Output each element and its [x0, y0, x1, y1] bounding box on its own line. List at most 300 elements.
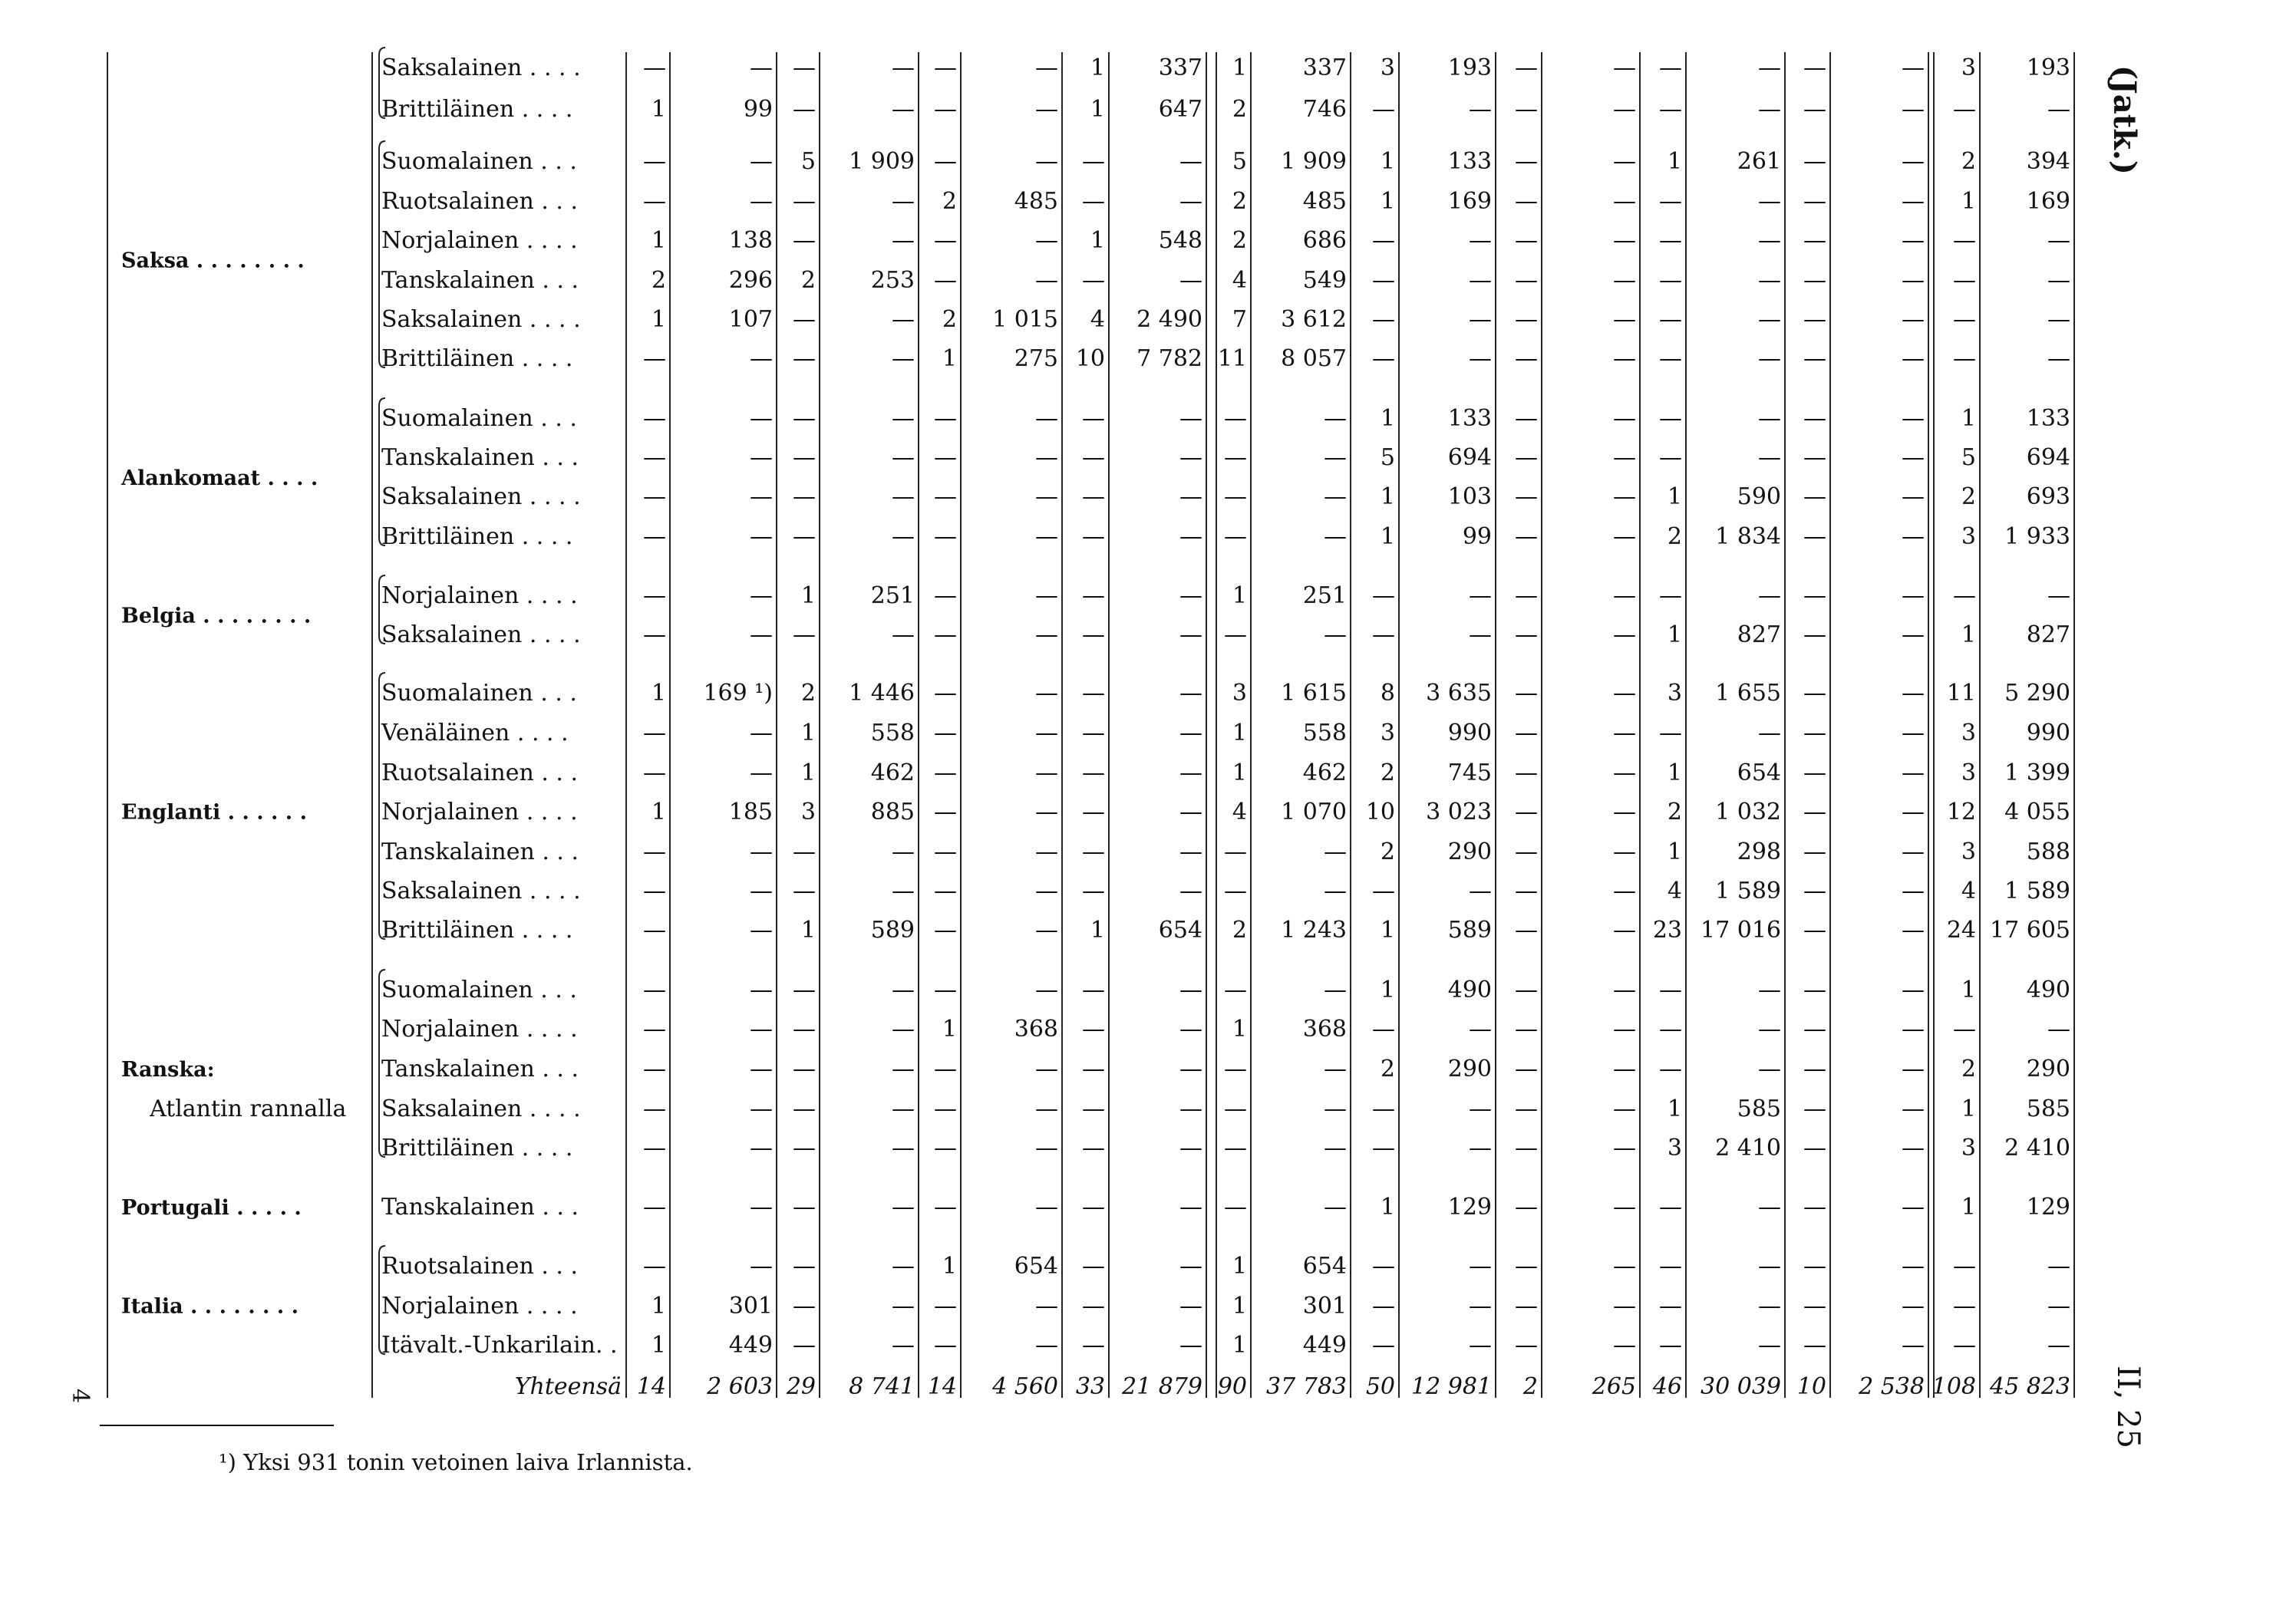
table-cell: 1	[1232, 760, 1247, 786]
table-cell: —	[1469, 227, 1492, 254]
table-cell: 17 605	[1990, 917, 2070, 944]
table-cell: 251	[870, 582, 915, 609]
table-cell: —	[1613, 799, 1636, 825]
table-cell: —	[1324, 621, 1347, 648]
table-cell: —	[934, 483, 957, 510]
table-cell: —	[1515, 582, 1538, 609]
totals-cell: 108	[1931, 1373, 1976, 1400]
table-cell: —	[1902, 523, 1925, 550]
table-cell: —	[1324, 523, 1347, 550]
table-cell: —	[1613, 977, 1636, 1003]
table-cell: 885	[870, 799, 915, 825]
table-cell: 5	[1380, 444, 1395, 471]
table-cell: —	[2047, 1332, 2070, 1359]
table-cell: —	[1324, 1194, 1347, 1221]
table-cell: —	[1324, 839, 1347, 865]
nationality-label: Venäläinen . . . .	[381, 720, 569, 746]
table-cell: 1	[1667, 839, 1682, 865]
table-cell: 654	[1158, 917, 1202, 944]
table-cell: —	[1224, 621, 1247, 648]
table-cell: —	[1469, 582, 1492, 609]
table-cell: —	[1613, 582, 1636, 609]
table-cell: —	[1082, 1194, 1105, 1221]
table-cell: —	[1803, 582, 1826, 609]
table-cell: —	[1035, 267, 1058, 294]
table-cell: —	[892, 1096, 915, 1122]
table-cell: —	[750, 523, 773, 550]
table-cell: 585	[1737, 1096, 1781, 1122]
table-cell: —	[1035, 1135, 1058, 1162]
totals-cell: 265	[1592, 1373, 1636, 1400]
table-cell: —	[1179, 267, 1202, 294]
table-cell: —	[1469, 1096, 1492, 1122]
totals-cell: 12 981	[1411, 1373, 1492, 1400]
table-cell: —	[1659, 720, 1682, 746]
table-cell: 1 834	[1715, 523, 1781, 550]
table-cell: —	[1324, 977, 1347, 1003]
table-cell: —	[1902, 345, 1925, 372]
country-label: Englanti . . . . . .	[121, 800, 307, 825]
table-cell: —	[1082, 977, 1105, 1003]
table-cell: —	[1515, 1056, 1538, 1082]
table-cell: —	[1224, 444, 1247, 471]
table-cell: 1 070	[1281, 799, 1347, 825]
table-cell: —	[1035, 148, 1058, 175]
table-cell: 301	[1302, 1293, 1347, 1320]
table-cell: —	[1902, 188, 1925, 215]
table-cell: —	[934, 582, 957, 609]
table-cell: —	[1613, 1332, 1636, 1359]
table-cell: —	[1659, 444, 1682, 471]
table-cell: —	[1224, 1135, 1247, 1162]
table-cell: —	[793, 1332, 816, 1359]
table-cell: 490	[1447, 977, 1492, 1003]
table-cell: —	[1953, 1253, 1976, 1280]
table-cell: —	[750, 444, 773, 471]
table-cell: 8	[1380, 680, 1395, 707]
table-cell: —	[934, 267, 957, 294]
nationality-label: Suomalainen . . .	[381, 148, 577, 175]
table-cell: 2	[1667, 523, 1682, 550]
table-cell: 1	[1961, 977, 1976, 1003]
table-cell: —	[892, 405, 915, 432]
table-cell: 2	[1961, 148, 1976, 175]
table-cell: —	[1469, 345, 1492, 372]
table-cell: 4	[1090, 306, 1105, 333]
table-cell: —	[1224, 1056, 1247, 1082]
table-cell: 1	[651, 96, 666, 123]
table-cell: —	[1758, 1194, 1781, 1221]
table-cell: 3	[1961, 54, 1976, 81]
table-cell: —	[934, 1056, 957, 1082]
table-cell: —	[1515, 96, 1538, 123]
table-cell: —	[1902, 1016, 1925, 1043]
table-cell: 1 909	[1281, 148, 1347, 175]
table-cell: —	[1035, 1194, 1058, 1221]
table-cell: —	[1613, 54, 1636, 81]
table-cell: —	[1659, 1016, 1682, 1043]
nationality-label: Saksalainen . . . .	[381, 878, 581, 904]
table-cell: 2	[1667, 799, 1682, 825]
table-cell: —	[793, 444, 816, 471]
table-cell: —	[1179, 977, 1202, 1003]
nationality-label: Tanskalainen . . .	[381, 1056, 579, 1082]
table-cell: —	[1803, 621, 1826, 648]
totals-cell: 4 560	[992, 1373, 1058, 1400]
table-cell: —	[1613, 405, 1636, 432]
table-cell: —	[1803, 760, 1826, 786]
totals-cell: 50	[1365, 1373, 1395, 1400]
table-cell: —	[1953, 267, 1976, 294]
table-cell: —	[1035, 977, 1058, 1003]
table-cell: —	[1515, 977, 1538, 1003]
footnote: ¹) Yksi 931 tonin vetoinen laiva Irlannista.	[219, 1449, 693, 1475]
table-cell: 1 032	[1715, 799, 1781, 825]
table-cell: —	[1902, 917, 1925, 944]
table-cell: 1	[1232, 1332, 1247, 1359]
table-cell: —	[1179, 444, 1202, 471]
table-cell: —	[793, 878, 816, 904]
table-cell: —	[750, 977, 773, 1003]
table-cell: —	[1659, 267, 1682, 294]
table-cell: 590	[1737, 483, 1781, 510]
table-cell: —	[1082, 878, 1105, 904]
table-cell: 2	[1232, 188, 1247, 215]
table-cell: —	[750, 1096, 773, 1122]
table-cell: —	[1613, 839, 1636, 865]
table-cell: —	[793, 345, 816, 372]
table-cell: 107	[728, 306, 773, 333]
table-cell: —	[750, 621, 773, 648]
table-cell: 1	[1961, 621, 1976, 648]
table-cell: —	[1082, 1253, 1105, 1280]
table-cell: 449	[1302, 1332, 1347, 1359]
table-cell: —	[1613, 1016, 1636, 1043]
table-cell: —	[1613, 1056, 1636, 1082]
table-cell: —	[892, 345, 915, 372]
table-cell: —	[1758, 345, 1781, 372]
table-cell: —	[1224, 1096, 1247, 1122]
nationality-label: Norjalainen . . . .	[381, 1293, 578, 1320]
table-cell: —	[1902, 227, 1925, 254]
table-cell: —	[934, 523, 957, 550]
table-cell: 827	[2026, 621, 2070, 648]
table-cell: 1	[1961, 1096, 1976, 1122]
table-cell: —	[1758, 977, 1781, 1003]
table-cell: 2	[800, 680, 816, 707]
table-cell: 2 410	[2004, 1135, 2070, 1162]
table-cell: 12	[1946, 799, 1976, 825]
table-cell: —	[1324, 1135, 1347, 1162]
table-cell: —	[793, 621, 816, 648]
table-cell: —	[1902, 306, 1925, 333]
table-cell: —	[1902, 582, 1925, 609]
table-cell: —	[934, 720, 957, 746]
table-cell: —	[1613, 227, 1636, 254]
table-cell: —	[1082, 188, 1105, 215]
table-cell: —	[892, 1293, 915, 1320]
table-cell: —	[1372, 1332, 1395, 1359]
table-cell: —	[1515, 1293, 1538, 1320]
table-cell: —	[750, 582, 773, 609]
table-cell: 549	[1302, 267, 1347, 294]
table-cell: —	[1082, 148, 1105, 175]
table-cell: —	[1803, 267, 1826, 294]
table-cell: 368	[1014, 1016, 1058, 1043]
table-cell: —	[1902, 1194, 1925, 1221]
table-cell: 1	[1232, 54, 1247, 81]
table-cell: —	[1515, 799, 1538, 825]
table-cell: —	[793, 1194, 816, 1221]
table-cell: —	[1613, 1096, 1636, 1122]
nationality-label: Tanskalainen . . .	[381, 1194, 579, 1221]
country-label: Saksa . . . . . . . .	[121, 249, 305, 273]
table-cell: —	[1082, 405, 1105, 432]
table-cell: 3	[1232, 680, 1247, 707]
table-cell: —	[934, 405, 957, 432]
table-cell: —	[1515, 444, 1538, 471]
table-cell: —	[1224, 839, 1247, 865]
table-cell: —	[1659, 306, 1682, 333]
table-cell: —	[934, 1194, 957, 1221]
table-cell: 1 615	[1281, 680, 1347, 707]
table-cell: 1	[1090, 917, 1105, 944]
table-cell: —	[892, 1194, 915, 1221]
table-cell: —	[934, 839, 957, 865]
table-cell: —	[793, 1253, 816, 1280]
table-cell: —	[643, 523, 666, 550]
table-cell: —	[892, 96, 915, 123]
table-cell: 589	[870, 917, 915, 944]
table-cell: 589	[1447, 917, 1492, 944]
table-cell: —	[1082, 760, 1105, 786]
table-cell: 337	[1302, 54, 1347, 81]
table-cell: 1	[1090, 54, 1105, 81]
table-cell: 7 782	[1136, 345, 1202, 372]
table-cell: —	[1803, 148, 1826, 175]
table-cell: 5	[1232, 148, 1247, 175]
nationality-label: Norjalainen . . . .	[381, 1016, 578, 1043]
table-cell: 654	[1737, 760, 1781, 786]
table-cell: 585	[2026, 1096, 2070, 1122]
table-cell: 1	[800, 917, 816, 944]
table-cell: —	[1035, 1056, 1058, 1082]
nationality-label: Saksalainen . . . .	[381, 306, 581, 333]
totals-cell: 45 823	[1990, 1373, 2070, 1400]
table-cell: —	[892, 1056, 915, 1082]
table-cell: 1 909	[849, 148, 915, 175]
table-cell: 10	[1075, 345, 1105, 372]
table-cell: —	[1035, 444, 1058, 471]
nationality-label: Brittiläinen . . . .	[381, 1135, 573, 1162]
country-label: Ranska:	[121, 1058, 215, 1082]
table-cell: —	[1179, 1332, 1202, 1359]
table-cell: —	[934, 878, 957, 904]
table-cell: —	[1613, 720, 1636, 746]
table-cell: 1	[1667, 1096, 1682, 1122]
table-cell: —	[1082, 267, 1105, 294]
table-cell: —	[1082, 1135, 1105, 1162]
table-cell: —	[1082, 1293, 1105, 1320]
table-cell: 1	[1232, 1293, 1247, 1320]
table-cell: —	[1372, 345, 1395, 372]
table-cell: 2	[1961, 483, 1976, 510]
table-cell: —	[892, 1332, 915, 1359]
table-cell: —	[1803, 1016, 1826, 1043]
table-cell: —	[1469, 267, 1492, 294]
table-cell: —	[1179, 680, 1202, 707]
table-cell: —	[1902, 267, 1925, 294]
table-cell: —	[1515, 523, 1538, 550]
nationality-label: Norjalainen . . . .	[381, 799, 578, 825]
table-cell: —	[1803, 977, 1826, 1003]
table-cell: 2	[1232, 227, 1247, 254]
table-cell: 8 057	[1281, 345, 1347, 372]
table-cell: —	[1224, 878, 1247, 904]
table-cell: 2 490	[1136, 306, 1202, 333]
table-cell: 449	[728, 1332, 773, 1359]
table-cell: —	[750, 1056, 773, 1082]
table-cell: —	[1082, 523, 1105, 550]
totals-cell: 2	[1522, 1373, 1538, 1400]
table-cell: —	[1613, 621, 1636, 648]
table-cell: —	[1902, 1135, 1925, 1162]
table-cell: —	[643, 720, 666, 746]
table-cell: 193	[1447, 54, 1492, 81]
table-cell: —	[1613, 1135, 1636, 1162]
table-cell: —	[1953, 1016, 1976, 1043]
table-cell: —	[934, 1135, 957, 1162]
table-cell: —	[750, 1135, 773, 1162]
table-cell: —	[1515, 188, 1538, 215]
table-cell: 654	[1302, 1253, 1347, 1280]
table-cell: —	[1035, 878, 1058, 904]
table-cell: —	[1179, 1096, 1202, 1122]
table-cell: —	[793, 96, 816, 123]
table-cell: 138	[728, 227, 773, 254]
table-cell: —	[1758, 1332, 1781, 1359]
table-cell: —	[1613, 680, 1636, 707]
table-cell: —	[1613, 1253, 1636, 1280]
table-cell: —	[1515, 839, 1538, 865]
table-cell: —	[1515, 405, 1538, 432]
table-cell: —	[1035, 799, 1058, 825]
table-cell: —	[793, 1293, 816, 1320]
table-cell: 275	[1014, 345, 1058, 372]
table-cell: —	[2047, 96, 2070, 123]
table-cell: —	[1515, 1194, 1538, 1221]
table-cell: 746	[1302, 96, 1347, 123]
table-cell: 169 ¹)	[703, 680, 773, 707]
table-cell: —	[934, 54, 957, 81]
table-cell: —	[892, 878, 915, 904]
table-cell: —	[643, 1253, 666, 1280]
table-cell: 3	[1961, 720, 1976, 746]
table-cell: —	[934, 680, 957, 707]
table-cell: 1	[1667, 148, 1682, 175]
table-cell: —	[1082, 1096, 1105, 1122]
table-cell: —	[1035, 96, 1058, 123]
table-cell: —	[1515, 720, 1538, 746]
table-cell: —	[892, 839, 915, 865]
nationality-label: Norjalainen . . . .	[381, 227, 578, 254]
table-cell: —	[1179, 148, 1202, 175]
table-cell: 3	[800, 799, 816, 825]
table-cell: 694	[1447, 444, 1492, 471]
table-cell: —	[750, 1253, 773, 1280]
table-cell: 2	[1232, 917, 1247, 944]
table-cell: —	[1515, 54, 1538, 81]
table-cell: —	[1902, 621, 1925, 648]
table-cell: —	[1902, 1056, 1925, 1082]
table-cell: —	[643, 1016, 666, 1043]
table-cell: —	[892, 227, 915, 254]
table-cell: 394	[2026, 148, 2070, 175]
table-cell: —	[750, 1016, 773, 1043]
table-cell: —	[1082, 680, 1105, 707]
table-cell: —	[1324, 405, 1347, 432]
table-cell: 4 055	[2004, 799, 2070, 825]
table-cell: 2	[942, 188, 957, 215]
table-cell: —	[1803, 1253, 1826, 1280]
table-cell: 694	[2026, 444, 2070, 471]
table-cell: 1	[651, 227, 666, 254]
table-cell: —	[2047, 1293, 2070, 1320]
table-cell: —	[1082, 1332, 1105, 1359]
table-cell: 654	[1014, 1253, 1058, 1280]
table-cell: —	[1372, 1096, 1395, 1122]
nationality-label: Saksalainen . . . .	[381, 483, 581, 510]
table-cell: 1 399	[2004, 760, 2070, 786]
table-cell: 1 589	[1715, 878, 1781, 904]
table-cell: —	[1803, 1293, 1826, 1320]
table-cell: 296	[728, 267, 773, 294]
table-cell: —	[750, 878, 773, 904]
table-cell: 2	[1380, 1056, 1395, 1082]
table-cell: 4	[1232, 799, 1247, 825]
table-cell: 337	[1158, 54, 1202, 81]
table-cell: —	[1613, 188, 1636, 215]
table-cell: 462	[870, 760, 915, 786]
table-cell: 990	[1447, 720, 1492, 746]
table-cell: —	[934, 148, 957, 175]
table-cell: 588	[2026, 839, 2070, 865]
country-label: Alankomaat . . . .	[121, 466, 318, 490]
table-cell: —	[1179, 523, 1202, 550]
nationality-label: Suomalainen . . .	[381, 405, 577, 432]
table-cell: 298	[1737, 839, 1781, 865]
table-cell: —	[1902, 680, 1925, 707]
table-cell: —	[643, 917, 666, 944]
table-cell: 745	[1447, 760, 1492, 786]
table-cell: —	[1803, 405, 1826, 432]
table-cell: 1	[651, 680, 666, 707]
table-cell: 290	[1447, 839, 1492, 865]
table-cell: —	[1469, 621, 1492, 648]
table-cell: 3	[1961, 523, 1976, 550]
totals-cell: 37 783	[1266, 1373, 1347, 1400]
table-cell: —	[643, 345, 666, 372]
table-cell: —	[750, 720, 773, 746]
table-cell: —	[1035, 1293, 1058, 1320]
table-cell: —	[643, 148, 666, 175]
table-cell: 4	[1232, 267, 1247, 294]
table-cell: —	[1179, 483, 1202, 510]
table-cell: 1	[1961, 188, 1976, 215]
table-cell: 1	[1380, 188, 1395, 215]
table-cell: —	[1758, 54, 1781, 81]
table-cell: 1 933	[2004, 523, 2070, 550]
